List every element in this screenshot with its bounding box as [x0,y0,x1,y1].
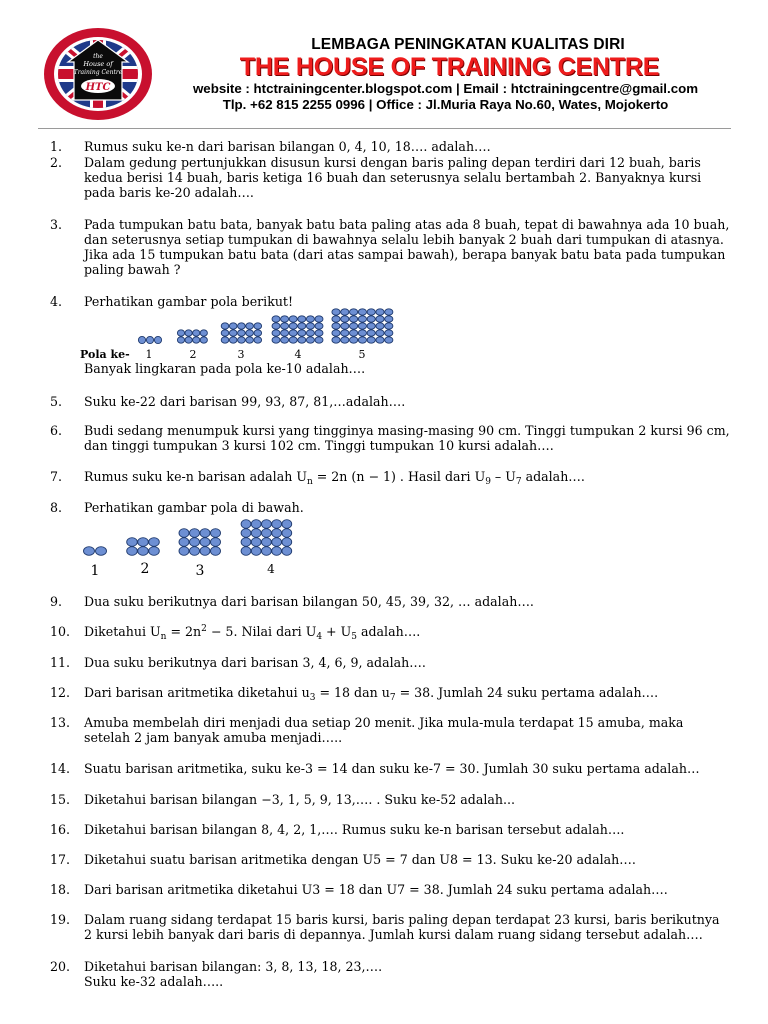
question-9: 9. Dua suku berikutnya dari barisan bilangan 50, 45, 39, 32, … adalah…. [50,594,534,609]
question-4: 4. Perhatikan gambar pola berikut! [50,294,294,309]
header-divider [38,128,731,129]
pattern-circle [127,547,138,556]
pattern-4-1 [138,336,161,343]
question-6: 6. Budi sedang menumpuk kursi yang tingginya masing-masing 90 cm. Tinggi tumpukan 2 kursi 96 cm, dan tinggi tumpukan 3 kursi 102 cm. Tinggi tumpukan 10 kursi adalah…. [50,423,730,453]
pattern-circle [179,538,189,547]
pattern-number-3: 3 [195,563,205,578]
pattern-circle [376,316,384,322]
pattern-circle [254,323,262,329]
question-4-followup: Banyak lingkaran pada pola ke-10 adalah…. [84,361,366,376]
pattern-circle [200,330,207,336]
pattern-circle [272,538,282,547]
pattern-circle [385,323,393,329]
pattern-circle [211,529,221,538]
pattern-circle [358,309,366,315]
pattern-circle [306,337,314,343]
pattern-circle [298,316,306,322]
pattern-circle [358,316,366,322]
pattern-circle [358,337,366,343]
pattern-circle [138,547,149,556]
pattern-circle [241,529,251,538]
pattern-circle [298,330,306,336]
pattern-circle [367,330,375,336]
pattern-circle [251,529,261,538]
pattern-circle [332,309,340,315]
pattern-number-2: 2 [140,561,150,577]
pattern-label: Pola ke- [80,348,130,361]
pattern-circle [229,323,237,329]
pattern-circle [211,547,221,556]
pattern-4-2 [177,330,207,343]
question-8: 8. Perhatikan gambar pola di bawah. [50,500,304,515]
pattern-circle [332,323,340,329]
question-14: 14. Suatu barisan aritmetika, suku ke-3 = 14 dan suku ke-7 = 30. Jumlah 30 suku pertama adalah… [50,761,700,776]
pattern-circle [221,330,229,336]
question-1: 1. Rumus suku ke-n dari barisan bilangan 0, 4, 10, 18…. adalah…. [50,139,491,154]
pattern-circle [350,337,358,343]
htc-logo [42,26,154,122]
pattern-circle [282,520,292,529]
pattern-circle [241,547,251,556]
pattern-circle [376,309,384,315]
pattern-circle [272,330,280,336]
pattern-circle [272,520,282,529]
pattern-circle [149,547,160,556]
pattern-number-5: 5 [358,348,366,361]
pattern-circle [350,309,358,315]
pattern-circle [229,337,237,343]
pattern-circle [376,330,384,336]
pattern-circle [177,337,184,343]
pattern-circle [190,529,200,538]
brand-title: THE HOUSE OF TRAINING CENTRE [239,53,660,81]
pattern-circle [193,337,200,343]
pattern-circle [289,337,297,343]
pattern-circle [200,547,210,556]
pattern-circle [315,316,323,322]
pattern-circle [367,316,375,322]
pattern-circle [385,316,393,322]
pattern-circle [306,330,314,336]
pattern-circle [341,330,349,336]
pattern-circle [179,547,189,556]
svg-text:the: the [93,53,103,60]
pattern-circle [193,330,200,336]
pattern-circle [84,547,95,556]
pattern-circle [376,337,384,343]
pattern-number-4: 4 [294,348,302,361]
pattern-number-3: 3 [237,348,245,361]
pattern-circle [272,316,280,322]
pattern-circle [177,330,184,336]
pattern-circle [385,337,393,343]
pattern-circle [241,538,251,547]
question-19: 19. Dalam ruang sidang terdapat 15 baris kursi, baris paling depan terdapat 23 kursi, baris berikutnya 2 kursi lebih banyak dari baris di depannya. Jumlah kursi dalam ruang sidang tersebut adalah…. [50,912,720,942]
question-3: 3. Pada tumpukan batu bata, banyak batu bata paling atas ada 8 buah, tepat di bawahnya ada 10 buah, dan seterusnya setiap tumpukan di bawahnya selalu lebih banyak 2 buah dari tumpukan di atasnya. Jika ada 15 tumpukan batu bata (dari atas sampai bawah), berapa banyak batu bata pada tumpukan paling bawah ? [50,217,730,277]
pattern-circle [289,323,297,329]
question-12: 12. Dari barisan aritmetika diketahui $u_3 = 18$ dan $u_7 = 38$. Jumlah 24 suku pertama adalah…. [50,685,659,703]
svg-text:HTC: HTC [85,82,111,93]
pattern-circle [332,316,340,322]
question-2: 2. Dalam gedung pertunjukkan disusun kursi dengan baris paling depan terdiri dari 12 buah, baris kedua berisi 14 buah, baris ketiga 16 buah dan seterusnya selalu bertambah 2. Banyaknya kursi pada baris ke-20 adalah…. [50,155,702,200]
pattern-circle [281,330,289,336]
pattern-circle [238,323,246,329]
pattern-circle [332,337,340,343]
pattern-circle [190,538,200,547]
pattern-circle [246,330,254,336]
pattern-circle [254,330,262,336]
pattern-4-3 [221,323,261,343]
pattern-circle [221,323,229,329]
question-20: 20. Diketahui barisan bilangan: 3, 8, 13, 18, 23,…. Suku ke-32 adalah….. [50,959,383,989]
pattern-circle [211,538,221,547]
pattern-4-5 [332,309,393,343]
pattern-circle [282,529,292,538]
pattern-circle [254,337,262,343]
svg-text:House of: House of [83,60,113,68]
pattern-circle [96,547,107,556]
pattern-circle [281,337,289,343]
question-7: 7. Rumus suku ke-n barisan adalah $U_n = 2n$ (n − 1) . Hasil dari $U_9 - U_7$ adalah…. [50,469,585,487]
pattern-figure-8 [80,512,320,578]
pattern-circle [272,337,280,343]
pattern-circle [262,547,272,556]
pattern-circle [306,323,314,329]
pattern-circle [350,316,358,322]
pattern-circle [229,330,237,336]
pattern-8-3 [179,529,221,556]
pattern-circle [289,316,297,322]
question-10: 10. Diketahui $U_n = 2n^2 - 5$. Nilai dari $U_4 + U_5$ adalah…. [50,624,421,642]
pattern-circle [262,520,272,529]
pattern-number-4: 4 [267,562,275,576]
pattern-circle [282,547,292,556]
question-15: 15. Diketahui barisan bilangan −3, 1, 5, 9, 13,…. . Suku ke-52 adalah... [50,792,516,807]
question-13: 13. Amuba membelah diri menjadi dua setiap 20 menit. Jika mula-mula terdapat 15 amuba, maka setelah 2 jam banyak amuba menjadi….. [50,715,684,745]
pattern-circle [190,547,200,556]
pattern-figure-4 [80,306,400,364]
pattern-circle [200,529,210,538]
pattern-circle [200,337,207,343]
pattern-circle [350,323,358,329]
pattern-circle [185,330,192,336]
pattern-circle [385,330,393,336]
pattern-circle [315,337,323,343]
question-16: 16. Diketahui barisan bilangan 8, 4, 2, 1,…. Rumus suku ke-n barisan tersebut adalah…. [50,822,625,837]
pattern-circle [185,337,192,343]
pattern-circle [246,323,254,329]
pattern-circle [367,337,375,343]
question-17: 17. Diketahui suatu barisan aritmetika dengan U5 = 7 dan U8 = 13. Suku ke-20 adalah…. [50,852,636,867]
pattern-circle [367,323,375,329]
pattern-circle [315,323,323,329]
pattern-number-1: 1 [145,348,153,361]
contact-line-1: website : htctrainingcenter.blogspot.com | Email : htctrainingcentre@gmail.com [192,81,699,96]
pattern-circle [282,538,292,547]
pattern-circle [341,323,349,329]
pattern-8-4 [241,520,292,556]
pattern-circle [341,309,349,315]
pattern-circle [262,529,272,538]
pattern-circle [272,547,282,556]
pattern-circle [341,316,349,322]
pattern-circle [341,337,349,343]
pattern-circle [376,323,384,329]
pattern-4-4 [272,316,323,343]
question-11: 11. Dua suku berikutnya dari barisan 3, 4, 6, 9, adalah…. [50,655,426,670]
pattern-8-1 [84,547,107,556]
pattern-circle [127,538,138,547]
pattern-circle [272,529,282,538]
pattern-circle [251,520,261,529]
pattern-circle [306,316,314,322]
pattern-circle [200,538,210,547]
pattern-circle [272,323,280,329]
pattern-circle [251,547,261,556]
pattern-circle [315,330,323,336]
pattern-circle [281,323,289,329]
pattern-number-1: 1 [90,563,100,578]
pattern-circle [367,309,375,315]
pattern-circle [358,330,366,336]
pattern-circle [138,538,149,547]
contact-line-2: Tlp. +62 815 2255 0996 | Office : Jl.Muria Raya No.60, Wates, Mojokerto [222,97,669,112]
pattern-circle [179,529,189,538]
question-5: 5. Suku ke-22 dari barisan 99, 93, 87, 81,…adalah…. [50,394,406,409]
pattern-circle [238,337,246,343]
pattern-circle [350,330,358,336]
question-18: 18. Dari barisan aritmetika diketahui U3 = 18 dan U7 = 38. Jumlah 24 suku pertama adalah…. [50,882,668,897]
pattern-circle [385,309,393,315]
pattern-circle [238,330,246,336]
pattern-circle [298,323,306,329]
pattern-circle [221,337,229,343]
pattern-circle [246,337,254,343]
pattern-8-2 [127,538,160,556]
pattern-circle [262,538,272,547]
org-line: LEMBAGA PENINGKATAN KUALITAS DIRI [311,36,625,53]
pattern-circle [241,520,251,529]
pattern-circle [332,330,340,336]
pattern-number-2: 2 [189,348,197,361]
pattern-circle [289,330,297,336]
pattern-circle [251,538,261,547]
letterhead [38,24,731,124]
pattern-circle [281,316,289,322]
pattern-circle [298,337,306,343]
pattern-circle [358,323,366,329]
pattern-circle [149,538,160,547]
svg-text:Training Centre: Training Centre [73,69,123,76]
